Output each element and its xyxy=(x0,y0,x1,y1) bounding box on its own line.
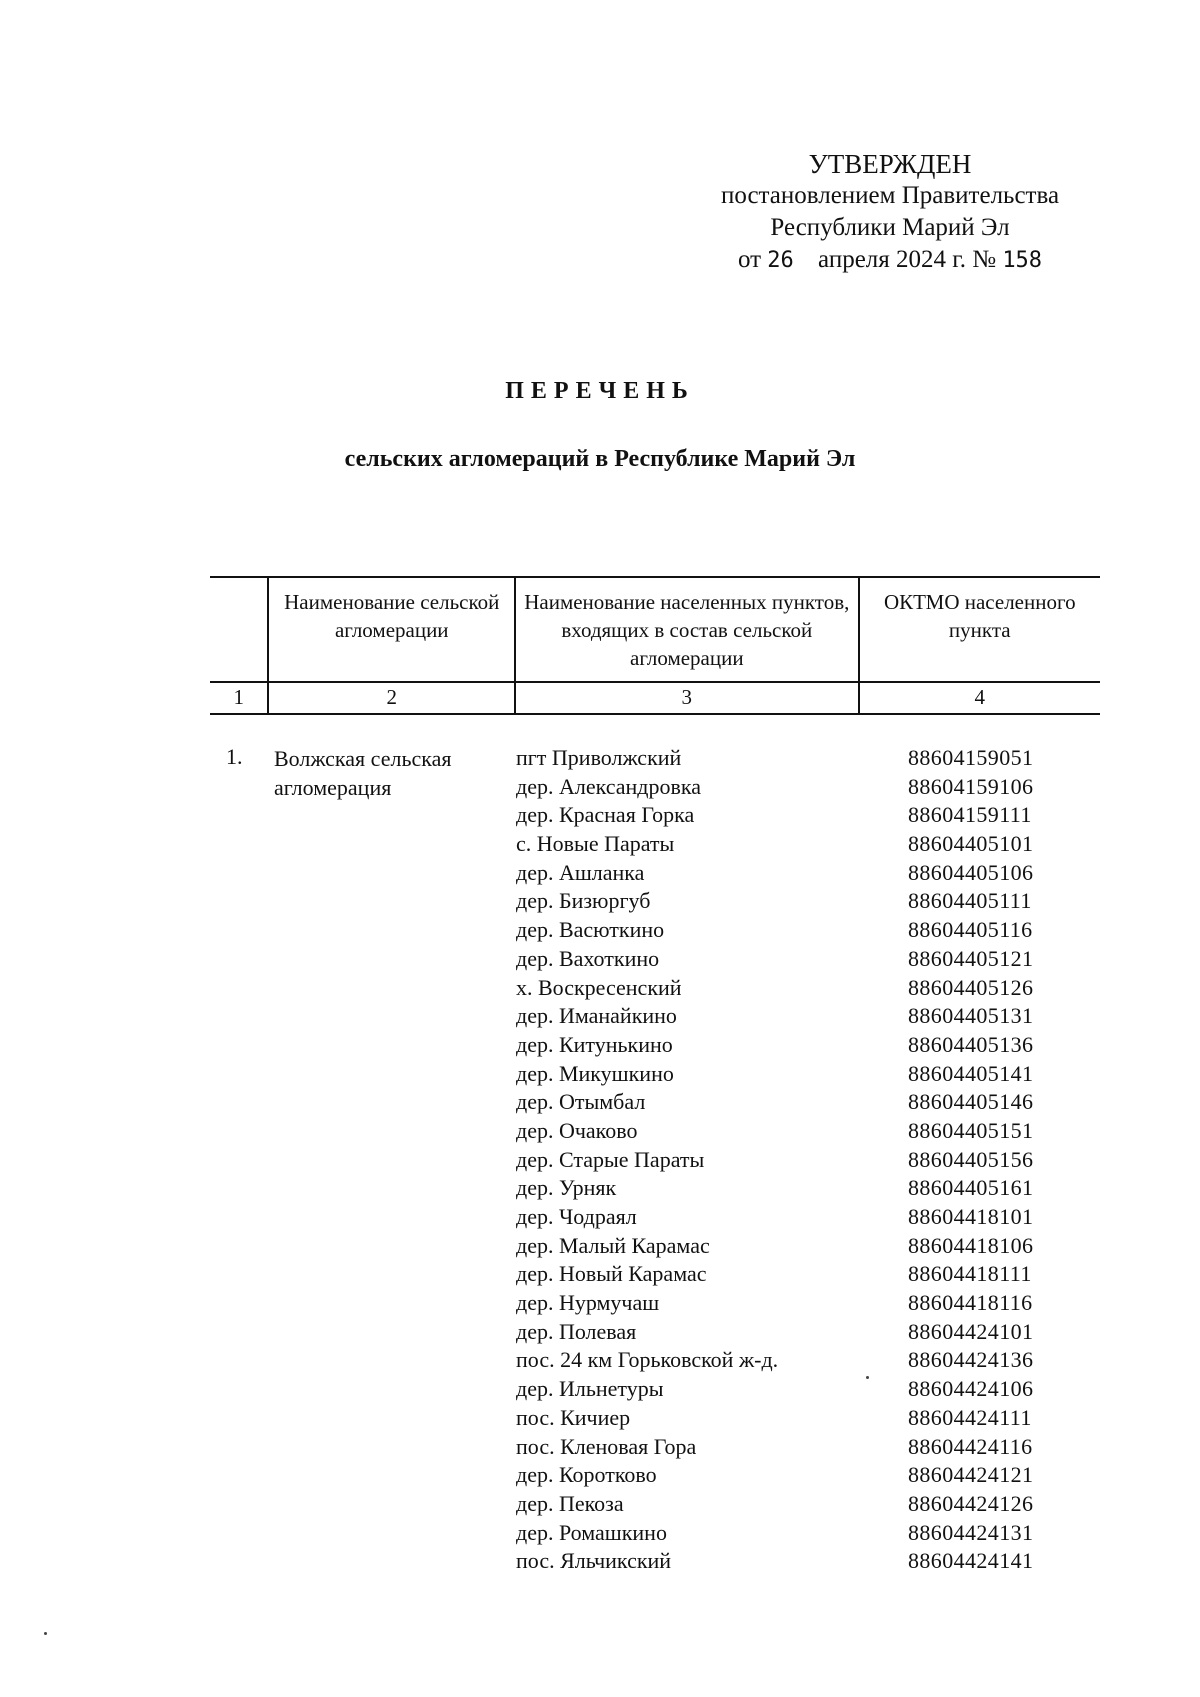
oktmo-code: 88604418111 xyxy=(908,1261,1032,1287)
column-number: 1 xyxy=(210,682,268,714)
approval-line-republic: Республики Марий Эл xyxy=(770,214,1010,241)
oktmo-code: 88604405141 xyxy=(908,1060,1034,1086)
settlement-row xyxy=(516,1232,1076,1261)
oktmo-code: 88604418106 xyxy=(908,1232,1034,1258)
settlement-name: пос. Яльчикский xyxy=(516,1548,672,1574)
settlement-name: дер. Малый Карамас xyxy=(516,1232,710,1258)
settlement-name: дер. Полевая xyxy=(516,1318,637,1344)
column-number: 2 xyxy=(268,682,515,714)
settlement-row xyxy=(516,1117,1076,1146)
settlement-name: пос. Кленовая Гора xyxy=(516,1433,697,1459)
settlement-name: х. Воскресенский xyxy=(516,974,682,1000)
document-subtitle: сельских агломераций в Республике Марий Эл xyxy=(344,446,856,472)
settlement-name: дер. Пекоза xyxy=(516,1490,624,1516)
settlement-row xyxy=(516,801,1076,830)
oktmo-code: 88604424141 xyxy=(908,1548,1034,1574)
header-cell-settlements: Наименование населенных пунктов, входящих в состав сельской агломерации xyxy=(515,577,858,682)
oktmo-code: 88604424116 xyxy=(908,1433,1033,1459)
settlement-row xyxy=(516,974,1076,1003)
oktmo-code: 88604405116 xyxy=(908,917,1033,943)
settlement-name: пос. Кичиер xyxy=(516,1404,631,1430)
approval-date-line xyxy=(640,244,1140,277)
settlement-row xyxy=(516,830,1076,859)
settlement-row xyxy=(516,1461,1076,1490)
settlement-name: дер. Китунькино xyxy=(516,1031,673,1057)
column-number-row xyxy=(210,682,1100,714)
settlement-name: дер. Бизюргуб xyxy=(516,888,651,914)
approval-line-decree: постановлением Правительства xyxy=(720,182,1060,209)
settlement-name: дер. Новый Карамас xyxy=(516,1261,707,1287)
oktmo-code: 88604424136 xyxy=(908,1347,1034,1373)
settlement-row xyxy=(516,1174,1076,1203)
approval-month-year: апреля 2024 г. № xyxy=(818,246,997,273)
settlement-row xyxy=(516,1289,1076,1318)
oktmo-code: 88604418101 xyxy=(908,1204,1034,1229)
approval-date-prefix: от xyxy=(737,246,762,273)
settlement-name: дер. Ромашкино xyxy=(516,1519,667,1545)
oktmo-code: 88604405136 xyxy=(908,1031,1034,1057)
scan-speck xyxy=(866,1376,869,1379)
settlement-row xyxy=(516,1490,1076,1519)
settlement-name: пос. 24 км Горьковской ж-д. xyxy=(516,1347,779,1373)
column-number: 3 xyxy=(515,682,858,714)
settlement-row xyxy=(516,1519,1076,1548)
settlement-row xyxy=(516,1346,1076,1375)
settlement-row xyxy=(516,1146,1076,1175)
column-number: 4 xyxy=(859,682,1100,714)
settlement-row xyxy=(516,1002,1076,1031)
settlement-row xyxy=(516,859,1076,888)
settlement-name: дер. Коротково xyxy=(516,1462,657,1488)
settlement-name: дер. Очаково xyxy=(516,1117,638,1143)
settlement-name: дер. Иманайкино xyxy=(516,1003,677,1029)
settlement-name: дер. Старые Параты xyxy=(516,1146,705,1172)
settlement-row xyxy=(516,1088,1076,1117)
approval-heading: УТВЕРЖДЕН xyxy=(808,149,972,179)
settlement-name: дер. Александровка xyxy=(516,773,702,799)
oktmo-code: 88604424111 xyxy=(908,1404,1032,1430)
settlement-row xyxy=(516,1031,1076,1060)
settlement-row xyxy=(516,773,1076,802)
document-title: ПЕРЕЧЕНЬ xyxy=(505,378,695,404)
settlement-name: дер. Чодраял xyxy=(516,1204,637,1229)
oktmo-code: 88604405121 xyxy=(908,945,1034,971)
scan-speck xyxy=(44,1632,47,1635)
settlement-row xyxy=(516,1433,1076,1462)
oktmo-code: 88604405126 xyxy=(908,974,1034,1000)
oktmo-code: 88604405151 xyxy=(908,1117,1034,1143)
oktmo-code: 88604424101 xyxy=(908,1318,1034,1344)
oktmo-code: 88604405101 xyxy=(908,831,1034,857)
settlement-name: дер. Васюткино xyxy=(516,917,665,943)
settlement-row xyxy=(516,887,1076,916)
settlement-row xyxy=(516,916,1076,945)
settlement-name: пгт Приволжский xyxy=(516,745,682,770)
oktmo-code: 88604424106 xyxy=(908,1376,1034,1402)
settlement-name: дер. Ильнетуры xyxy=(516,1376,664,1402)
oktmo-code: 88604159106 xyxy=(908,773,1034,799)
settlement-name: дер. Вахоткино xyxy=(516,945,660,971)
settlement-list xyxy=(516,744,1076,1576)
settlement-name: дер. Отымбал xyxy=(516,1089,646,1115)
approval-stamp xyxy=(640,148,1140,277)
header-cell-number xyxy=(210,577,268,682)
oktmo-code: 88604405146 xyxy=(908,1089,1034,1115)
header-cell-oktmo: ОКТМО населенного пункта xyxy=(859,577,1100,682)
settlement-name: дер. Ашланка xyxy=(516,859,645,885)
oktmo-code: 88604159051 xyxy=(908,745,1034,770)
settlement-row xyxy=(516,1060,1076,1089)
table-header xyxy=(210,576,1100,715)
oktmo-code: 88604405131 xyxy=(908,1003,1034,1029)
settlement-name: дер. Урняк xyxy=(516,1175,617,1201)
settlement-row xyxy=(516,1547,1076,1576)
agglomeration-name: Волжская сельская агломерация xyxy=(274,746,452,800)
settlement-row xyxy=(516,1375,1076,1404)
settlement-row xyxy=(516,1318,1076,1347)
settlement-row xyxy=(516,1203,1076,1232)
table-header-row xyxy=(210,577,1100,682)
oktmo-code: 88604424131 xyxy=(908,1519,1034,1545)
settlement-row xyxy=(516,945,1076,974)
approval-number: 158 xyxy=(1002,248,1043,273)
settlement-row xyxy=(516,1260,1076,1289)
oktmo-code: 88604424126 xyxy=(908,1490,1034,1516)
header-cell-agglomeration: Наименование сельской агломерации xyxy=(268,577,515,682)
approval-day: 26 xyxy=(767,248,794,273)
oktmo-code: 88604424121 xyxy=(908,1462,1034,1488)
settlement-name: с. Новые Параты xyxy=(516,831,675,857)
oktmo-code: 88604418116 xyxy=(908,1290,1033,1316)
settlement-name: дер. Нурмучаш xyxy=(516,1290,660,1316)
settlement-name: дер. Красная Горка xyxy=(516,802,695,828)
settlement-row xyxy=(516,744,1076,773)
oktmo-code: 88604405161 xyxy=(908,1175,1034,1201)
oktmo-code: 88604405106 xyxy=(908,859,1034,885)
settlement-row xyxy=(516,1404,1076,1433)
oktmo-code: 88604159111 xyxy=(908,802,1032,828)
oktmo-code: 88604405111 xyxy=(908,888,1032,914)
settlement-name: дер. Микушкино xyxy=(516,1060,674,1086)
oktmo-code: 88604405156 xyxy=(908,1146,1034,1172)
row-number: 1. xyxy=(226,744,243,769)
